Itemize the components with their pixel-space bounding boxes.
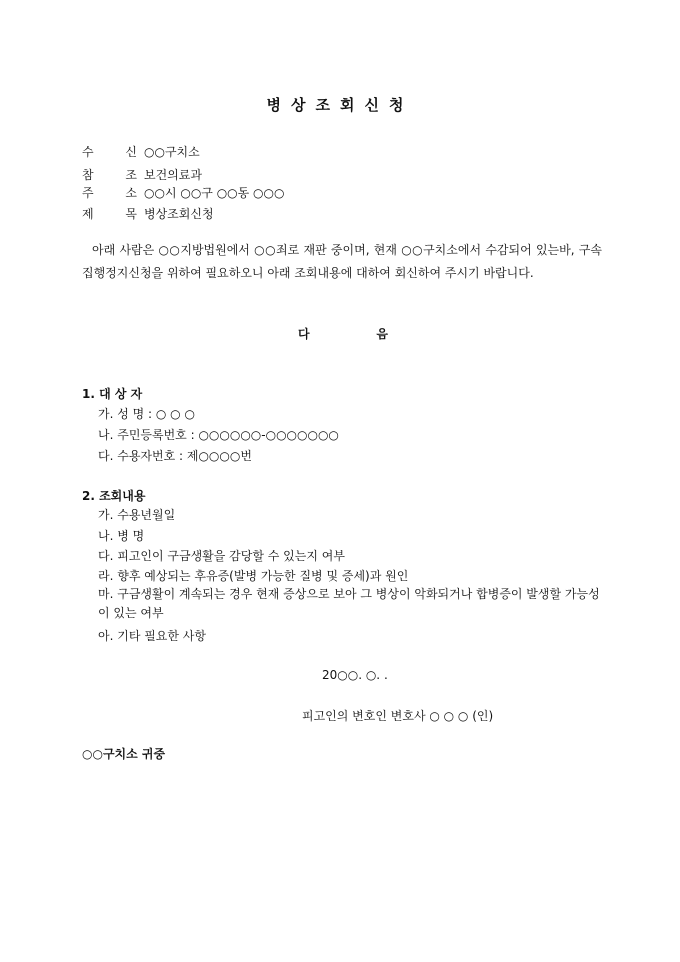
recipient-line: ○○구치소 귀중 [82,747,166,761]
section2-item: 라. 향후 예상되는 후유증(발병 가능한 질병 및 증세)과 원인 [98,569,409,583]
signature-line: 피고인의 변호인 변호사 ○ ○ ○ (인) [302,709,494,723]
section2-heading: 2. 조회내용 [82,489,146,503]
header-to-value: ○○구치소 [144,145,200,159]
document-date: 20○○. ○. . [322,668,388,682]
section1-item: 다. 수용자번호 : 제○○○○번 [98,449,252,463]
section1-heading: 1. 대 상 자 [82,387,143,401]
section2-item: 아. 기타 필요한 사항 [98,629,206,643]
header-subject-value: 병상조회신청 [144,207,214,221]
da-eum-heading [298,325,388,342]
header-ref-value: 보건의료과 [144,168,202,182]
body-paragraph: 아래 사람은 ○○지방법원에서 ○○죄로 재판 중이며, 현재 ○○구치소에서 수감되어 있는바, 구속집행정지신청을 위하여 필요하오니 아래 조회내용에 대하여 회신하여 주시기 바랍니다. [82,243,602,280]
section2-item: 가. 수용년월일 [98,508,176,522]
header-subject [82,205,214,222]
section2-item: 마. 구금생활이 계속되는 경우 현재 증상으로 보아 그 병상이 악화되거나 합병증이 발생할 가능성이 있는 여부 [98,587,600,620]
header-address-value: ○○시 ○○구 ○○동 ○○○ [144,186,285,200]
section1-item: 가. 성 명 : ○ ○ ○ [98,407,195,421]
header-ref-label: 참 조 [82,168,151,182]
header-address [82,184,284,201]
document-title: 병상조회신청 [266,96,414,114]
section1-item: 나. 주민등록번호 : ○○○○○○-○○○○○○○ [98,428,339,442]
header-address-label: 주 소 [82,186,151,200]
header-ref [82,166,202,183]
section2-item: 다. 피고인이 구금생활을 감당할 수 있는지 여부 [98,549,345,563]
da-eum-second: 음 [376,327,388,341]
header-to-label: 수 신 [82,145,151,159]
da-eum-first: 다 [298,327,310,341]
header-subject-label: 제 목 [82,207,151,221]
section2-item: 나. 병 명 [98,529,145,543]
header-to [82,143,200,160]
